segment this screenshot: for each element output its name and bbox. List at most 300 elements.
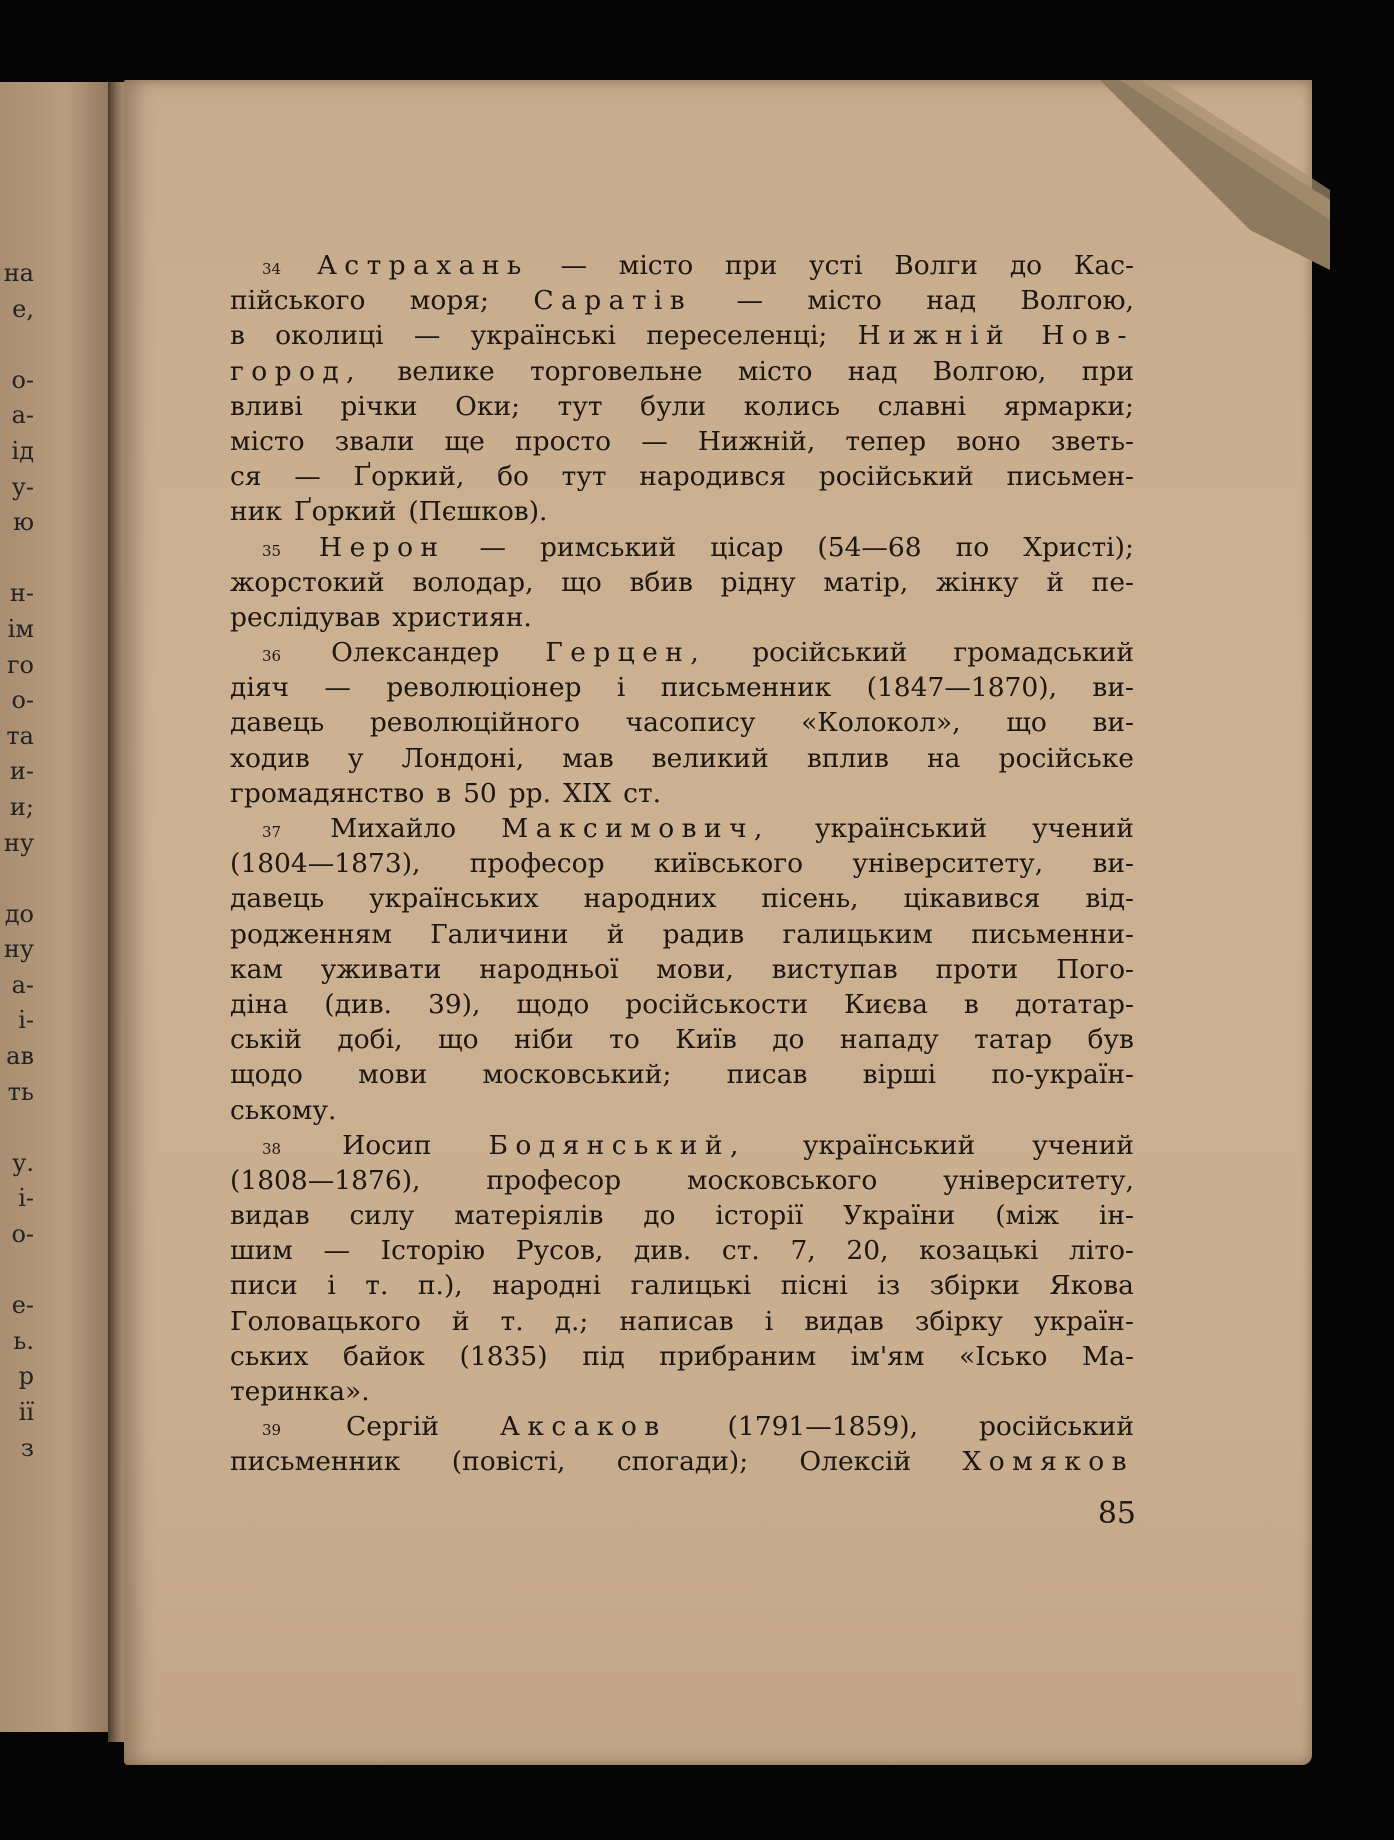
footnote-number: 38: [262, 1139, 282, 1158]
word: письменни-: [971, 918, 1134, 950]
word: й: [451, 1305, 470, 1337]
word: радив: [662, 918, 745, 950]
word: писи: [230, 1270, 298, 1302]
word: над: [926, 285, 977, 317]
word: від-: [1085, 883, 1134, 915]
text-line: [230, 1341, 1134, 1376]
word: російський: [818, 461, 974, 493]
word: XIX: [563, 777, 612, 809]
word: пійського: [230, 285, 366, 317]
left-page-fragment: та: [6, 721, 34, 750]
word: «Ісько: [959, 1340, 1048, 1372]
footnote-start-line: [230, 1130, 1134, 1165]
word: революціонер: [386, 672, 582, 704]
word: місто: [230, 425, 305, 457]
word: Герцен,: [545, 637, 707, 669]
footnote-start-line: [230, 250, 1134, 285]
word: учений: [1032, 1129, 1134, 1161]
word: мав: [562, 742, 614, 774]
word: цікавився: [903, 883, 1041, 915]
left-page-fragment: і-: [18, 1006, 34, 1035]
word: київського: [653, 848, 804, 880]
word: ся: [230, 461, 262, 493]
word: кам: [230, 953, 283, 985]
text-line: [230, 391, 1134, 426]
word: Волгою,: [1020, 285, 1134, 317]
word: й: [606, 918, 625, 950]
word: то: [609, 1024, 640, 1056]
word: (1847—1870),: [866, 672, 1058, 704]
word: Волгою,: [932, 355, 1047, 387]
word: колись: [743, 390, 841, 422]
word: дотатар-: [1014, 988, 1134, 1020]
word: козацькі: [919, 1235, 1039, 1267]
word: мови: [358, 1059, 428, 1091]
footnote-number: 34: [262, 260, 282, 278]
left-page-fragment: ть: [7, 1077, 34, 1106]
word: університету,: [943, 1164, 1134, 1196]
word: ви-: [1092, 672, 1134, 704]
word: байок: [343, 1340, 425, 1372]
text-line: [230, 1024, 1134, 1059]
word: письменник: [230, 1446, 401, 1478]
word: Христі);: [1023, 531, 1134, 563]
text-line: [230, 848, 1134, 883]
footnotes-text: [230, 250, 1134, 1482]
word: уживати: [320, 953, 442, 985]
word: професор: [486, 1164, 622, 1196]
word: що: [561, 566, 602, 598]
previous-page-text-fragments: [0, 256, 34, 1466]
word: теринка».: [230, 1376, 370, 1407]
word: ви-: [1092, 707, 1134, 739]
text-line: [230, 1306, 1134, 1341]
word: Астрахань: [316, 250, 529, 281]
word: Головацького: [230, 1305, 421, 1337]
word: місто: [737, 355, 813, 387]
word: бо: [497, 461, 529, 493]
word: збірки: [929, 1270, 1020, 1302]
word: тепер: [845, 425, 927, 457]
word: т.: [500, 1305, 524, 1337]
footnote-start-line: [230, 1411, 1134, 1446]
word: славні: [877, 390, 967, 422]
word: прибраним: [659, 1340, 817, 1372]
word: (1808—1876),: [230, 1164, 421, 1196]
left-page-fragment: о-: [11, 365, 34, 394]
word: російське: [998, 742, 1134, 774]
text-line: [230, 989, 1134, 1024]
word: ходив: [230, 742, 310, 774]
previous-page: [0, 82, 120, 1732]
word: тут: [561, 461, 607, 493]
word: Русов,: [515, 1235, 604, 1267]
left-page-fragment: р: [18, 1362, 34, 1391]
text-line: [230, 1095, 1134, 1130]
word: (повісті,: [451, 1446, 566, 1478]
word: під: [582, 1340, 625, 1372]
word: галицьким: [782, 918, 933, 950]
text-line: [230, 426, 1134, 461]
left-page-fragment: о-: [11, 1220, 34, 1249]
word: переселенці;: [646, 320, 828, 352]
word: й: [1046, 566, 1064, 598]
left-page-fragment: у.: [12, 1148, 34, 1177]
word: що: [1006, 707, 1047, 739]
word: місто: [618, 250, 694, 281]
word: 39),: [427, 988, 481, 1020]
word: над: [847, 355, 898, 387]
word: проти: [935, 953, 1019, 985]
word: у: [347, 742, 364, 774]
word: т.: [365, 1270, 389, 1302]
word: 7,: [790, 1235, 816, 1267]
word: український: [802, 1129, 976, 1161]
word: і: [616, 672, 626, 704]
word: український: [814, 813, 988, 844]
word: (1791—1859),: [727, 1411, 918, 1443]
word: Аксаков: [499, 1411, 667, 1443]
word: до: [1009, 250, 1043, 281]
word: народився: [639, 461, 787, 493]
word: усті: [808, 250, 863, 281]
word: жінку: [935, 566, 1019, 598]
word: Нерон: [319, 531, 446, 563]
word: давець: [230, 707, 325, 739]
word: українські: [470, 320, 616, 352]
word: вливі: [230, 390, 303, 422]
word: Олександер: [331, 637, 500, 669]
word: громадянство: [230, 777, 425, 809]
word: історії: [715, 1200, 804, 1232]
word: 20,: [846, 1235, 889, 1267]
word: написав: [619, 1305, 734, 1337]
text-line: [230, 461, 1134, 496]
word: народньої: [479, 953, 619, 985]
word: —: [294, 461, 321, 493]
word: великий: [651, 742, 769, 774]
text-line: [230, 1446, 1134, 1481]
word: українських: [369, 883, 539, 915]
word: д.;: [554, 1305, 589, 1337]
footnote-number: 35: [262, 541, 282, 560]
left-page-fragment: ід: [11, 436, 34, 465]
word: ник: [230, 496, 282, 528]
left-page-fragment: на: [3, 259, 34, 287]
left-page-fragment: н-: [9, 579, 34, 608]
text-line: [230, 1235, 1134, 1270]
word: реслідував: [230, 601, 381, 633]
word: християн.: [392, 601, 532, 633]
left-page-fragment: [0, 541, 34, 577]
word: (Пєшков).: [408, 496, 548, 528]
word: Бодянський,: [488, 1129, 746, 1161]
word: вплив: [806, 742, 889, 774]
word: —: [324, 672, 351, 704]
word: галицькі: [630, 1270, 752, 1302]
word: вбив: [629, 566, 693, 598]
word: велике: [397, 355, 495, 387]
word: народні: [492, 1270, 602, 1302]
text-line: [230, 919, 1134, 954]
text-line: [230, 743, 1134, 778]
left-page-fragment: а-: [11, 401, 34, 430]
word: (між: [995, 1200, 1059, 1232]
word: ще: [444, 425, 485, 457]
word: ській: [230, 1024, 302, 1056]
text-line: [230, 285, 1134, 320]
word: Ґоркий: [293, 496, 397, 528]
word: родженням: [230, 918, 392, 950]
word: Кас-: [1073, 250, 1134, 281]
word: добі,: [337, 1024, 403, 1056]
left-page-fragment: го: [6, 650, 34, 679]
word: Иосип: [342, 1129, 432, 1161]
left-page-fragment: у-: [11, 472, 34, 501]
footnote-number: 36: [262, 647, 282, 666]
text-line: [230, 1376, 1134, 1411]
left-page-fragment: ії: [18, 1398, 34, 1426]
footnote-start-line: [230, 637, 1134, 672]
left-page-fragment: о-: [11, 686, 34, 715]
word: із: [877, 1270, 901, 1302]
left-page-fragment: ну: [3, 828, 34, 857]
left-page-fragment: ну: [3, 935, 34, 964]
text-line: [230, 707, 1134, 742]
word: Олексій: [799, 1446, 912, 1478]
word: ярмарки;: [1003, 390, 1134, 422]
page-number: 85: [1097, 1496, 1136, 1531]
word: і: [764, 1305, 774, 1337]
word: професор: [469, 848, 605, 880]
left-page-fragment: а-: [11, 970, 34, 999]
word: і: [327, 1270, 336, 1302]
word: російський: [978, 1411, 1134, 1443]
left-page-fragment: [0, 327, 34, 363]
word: город,: [230, 355, 363, 387]
word: писав: [726, 1059, 808, 1091]
word: громадський: [953, 637, 1134, 669]
word: римський: [539, 531, 677, 563]
text-line: [230, 883, 1134, 918]
word: 50: [463, 777, 497, 809]
word: Саратів: [533, 285, 693, 317]
word: щодо: [230, 1059, 303, 1091]
word: на: [926, 742, 961, 774]
left-page-fragment: [0, 861, 34, 897]
word: університету,: [852, 848, 1044, 880]
word: до: [772, 1024, 805, 1056]
word: Сергій: [346, 1411, 439, 1443]
word: воно: [956, 425, 1021, 457]
word: пісень,: [761, 883, 859, 915]
word: російський: [752, 637, 908, 669]
footnote-start-line: [230, 813, 1134, 848]
word: Нижній,: [697, 425, 816, 457]
word: —: [641, 425, 668, 457]
left-page-fragment: е-: [11, 1291, 34, 1320]
text-line: [230, 602, 1134, 637]
word: (1804—1873),: [230, 848, 421, 880]
word: видав: [230, 1200, 310, 1232]
word: володар,: [412, 566, 534, 598]
left-page-fragment: и;: [9, 792, 34, 821]
word: Хомяков: [962, 1446, 1134, 1478]
word: —: [560, 250, 587, 281]
word: матеріялів: [454, 1200, 604, 1232]
word: Оки;: [455, 390, 521, 422]
left-page-fragment: ім: [7, 614, 34, 643]
word: Максимович,: [501, 813, 770, 844]
word: Ма-: [1082, 1340, 1134, 1372]
word: жорстокий: [230, 566, 385, 598]
word: при: [1081, 355, 1134, 387]
word: письмен-: [1006, 461, 1134, 493]
text-line: [230, 1270, 1134, 1305]
word: татар: [974, 1024, 1053, 1056]
word: Києва: [844, 988, 928, 1020]
word: «Колокол»,: [801, 707, 961, 739]
word: Київ: [675, 1024, 737, 1056]
left-page-fragment: ю: [13, 508, 34, 537]
word: шим: [230, 1235, 293, 1267]
word: просто: [515, 425, 612, 457]
word: московський;: [482, 1059, 672, 1091]
word: був: [1087, 1024, 1134, 1056]
word: —: [413, 320, 441, 352]
word: ім'ям: [850, 1340, 925, 1372]
word: по: [955, 531, 990, 563]
word: див.: [633, 1235, 692, 1267]
text-line: [230, 320, 1134, 355]
left-page-fragment: з: [20, 1433, 34, 1462]
word: збірку: [914, 1305, 1003, 1337]
word: нападу: [839, 1024, 939, 1056]
word: Пого-: [1056, 953, 1134, 985]
word: України: [843, 1200, 956, 1232]
word: Ґоркий,: [353, 461, 465, 493]
word: російськости: [625, 988, 809, 1020]
word: до: [643, 1200, 676, 1232]
word: Галичини: [430, 918, 569, 950]
left-page-fragment: е,: [12, 294, 34, 323]
word: річки: [340, 390, 418, 422]
word: рідну: [720, 566, 796, 598]
word: ви-: [1092, 848, 1134, 880]
left-page-fragment: до: [4, 899, 34, 928]
word: околиці: [275, 320, 384, 352]
word: при: [724, 250, 778, 281]
word: що: [437, 1024, 479, 1056]
text-line: [230, 1165, 1134, 1200]
left-page-fragment: ав: [6, 1042, 34, 1071]
word: Волги: [894, 250, 979, 281]
word: (54—68: [817, 531, 922, 563]
word: торговельне: [529, 355, 703, 387]
word: україн-: [1033, 1305, 1134, 1337]
word: давець: [230, 883, 325, 915]
left-page-fragment: [0, 1253, 34, 1289]
word: діна: [230, 988, 289, 1020]
word: ст.: [721, 1235, 760, 1267]
word: (див.: [324, 988, 392, 1020]
footnote-start-line: [230, 532, 1134, 567]
word: діяч: [230, 672, 290, 704]
word: Історію: [380, 1235, 486, 1267]
word: по-україн-: [991, 1059, 1134, 1091]
word: рр.: [508, 777, 552, 809]
text-line: [230, 954, 1134, 989]
word: Лондоні,: [401, 742, 525, 774]
text-line: [230, 496, 1134, 531]
left-page-fragment: і-: [18, 1184, 34, 1213]
word: зветь-: [1050, 425, 1134, 457]
word: моря;: [409, 285, 489, 317]
word: —: [323, 1235, 351, 1267]
word: виступав: [771, 953, 898, 985]
word: —: [479, 531, 506, 563]
word: письменник: [660, 672, 832, 704]
word: звали: [334, 425, 415, 457]
word: Нов-: [1041, 320, 1134, 352]
word: пісні: [780, 1270, 848, 1302]
word: Михайло: [330, 813, 457, 844]
word: московського: [686, 1164, 878, 1196]
word: вірші: [862, 1059, 937, 1091]
word: спогади);: [616, 1446, 749, 1478]
word: ніби: [513, 1024, 574, 1056]
word: щодо: [516, 988, 590, 1020]
word: матір,: [823, 566, 909, 598]
word: Нижній: [857, 320, 1012, 352]
word: місто: [807, 285, 882, 317]
word: цісар: [710, 531, 784, 563]
folded-corner: [1100, 80, 1330, 270]
word: Якова: [1049, 1270, 1134, 1302]
text-line: [230, 778, 1134, 813]
word: в: [230, 320, 245, 352]
text-line: [230, 567, 1134, 602]
word: (1835): [459, 1340, 548, 1372]
word: революційного: [369, 707, 580, 739]
word: були: [640, 390, 707, 422]
word: мови,: [656, 953, 734, 985]
word: —: [736, 285, 763, 317]
word: часопису: [625, 707, 756, 739]
text-line: [230, 672, 1134, 707]
word: видав: [804, 1305, 884, 1337]
word: ст.: [623, 777, 662, 809]
word: народних: [583, 883, 717, 915]
word: пе-: [1091, 566, 1134, 598]
text-line: [230, 356, 1134, 391]
word: учений: [1032, 813, 1134, 844]
text-line: [230, 1200, 1134, 1235]
footnote-number: 39: [262, 1421, 282, 1440]
word: ському.: [230, 1094, 337, 1126]
word: в: [436, 777, 452, 809]
word: тут: [557, 390, 603, 422]
word: ських: [230, 1340, 309, 1372]
word: в: [963, 988, 979, 1020]
left-page-fragment: ь.: [13, 1326, 34, 1355]
left-page-fragment: [0, 1110, 34, 1146]
word: п.),: [417, 1270, 463, 1302]
left-page-fragment: и-: [9, 757, 34, 786]
footnote-number: 37: [262, 823, 282, 841]
word: ін-: [1098, 1200, 1134, 1232]
word: літо-: [1069, 1235, 1134, 1267]
